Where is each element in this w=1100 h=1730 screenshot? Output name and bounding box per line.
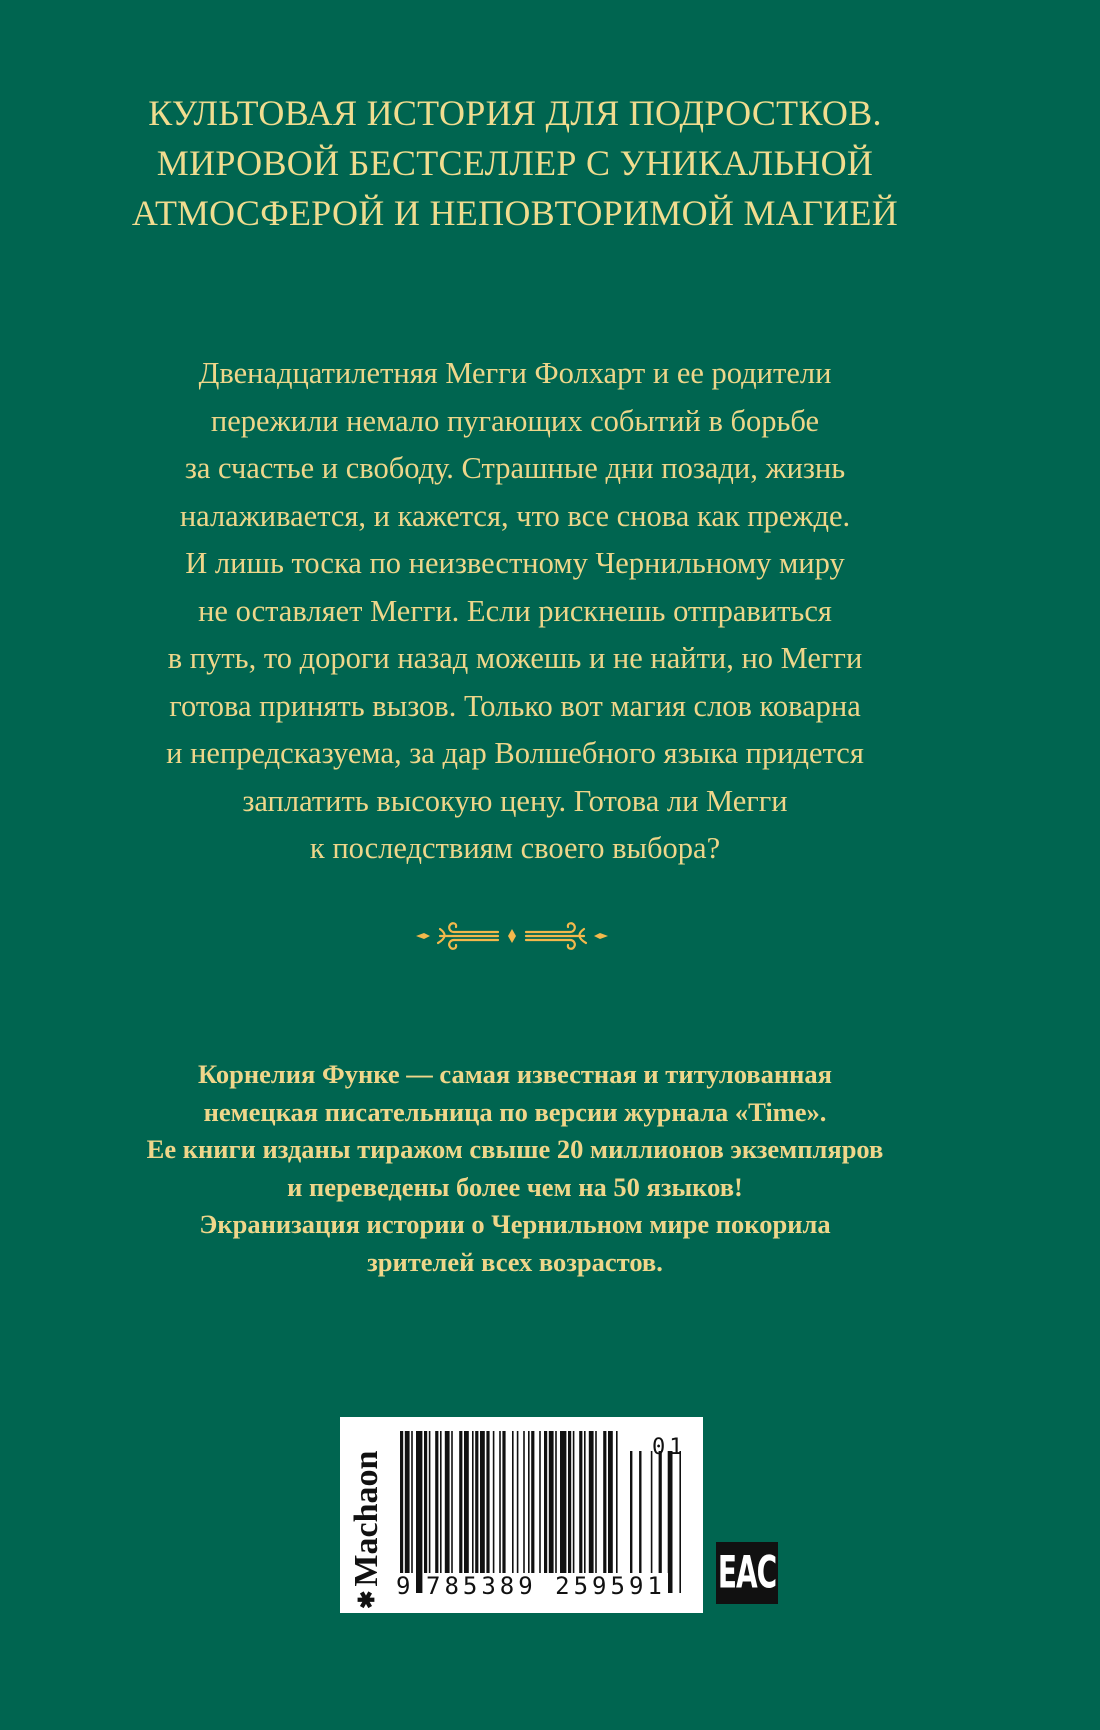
author-line: Ее книги изданы тиражом свыше 20 миллионов экземпляров	[146, 1134, 884, 1164]
author-line: Экранизация истории о Чернильном мире покорила	[199, 1209, 831, 1239]
author-line: Корнелия Функе — самая известная и титулованная	[198, 1059, 832, 1089]
publisher-logo-text: Machaon	[348, 1450, 385, 1587]
barcode-bar	[539, 1431, 541, 1593]
author-line: зрителей всех возрастов.	[367, 1246, 663, 1277]
barcode-addon-bar	[668, 1451, 673, 1593]
butterfly-icon: ✱	[354, 1590, 379, 1609]
author-line: и переведены более чем на 50 языков!	[287, 1171, 743, 1202]
blurb-line: готова принять вызов. Только вот магия слов коварна	[169, 688, 861, 723]
barcode-bar	[416, 1431, 422, 1593]
barcode-bar	[445, 1431, 450, 1593]
barcode-bar	[464, 1431, 469, 1593]
blurb-line: налаживается, и кажется, что все снова как прежде.	[179, 498, 851, 533]
barcode-bar	[475, 1431, 478, 1593]
barcode-bar	[400, 1431, 403, 1593]
barcode-bar	[451, 1431, 453, 1593]
barcode-bar	[480, 1431, 485, 1593]
barcode-bar	[517, 1431, 519, 1593]
barcode-bar	[493, 1431, 495, 1593]
barcode-bar	[560, 1431, 566, 1593]
barcode-bar	[568, 1431, 571, 1593]
isbn-first-digit: 9	[396, 1572, 415, 1600]
blurb-line: Двенадцатилетняя Мегги Фолхарт и ее родители	[198, 356, 832, 390]
isbn-digits: 785389 259591	[426, 1572, 666, 1600]
barcode-bar	[573, 1431, 575, 1593]
barcode-bar	[589, 1431, 594, 1593]
eac-certification-mark	[716, 1542, 778, 1604]
barcode-addon-digits: 01	[652, 1435, 687, 1460]
blurb-line: в путь, то дороги назад можешь и не найти, но Мегги	[167, 641, 863, 675]
barcode-bar	[608, 1431, 613, 1593]
barcode-bar	[579, 1431, 582, 1593]
barcode-bar	[502, 1431, 505, 1593]
headline-line: МИРОВОЙ БЕСТСЕЛЛЕР С УНИКАЛЬНОЙ	[156, 143, 874, 183]
barcode-bar	[549, 1431, 554, 1593]
blurb-line: и непредсказуема, за дар Волшебного языка придется	[166, 736, 864, 770]
blurb-line: пережили немало пугающих событий в борьбе	[210, 403, 820, 438]
author-bio	[0, 1056, 1030, 1281]
barcode-bar	[595, 1431, 597, 1593]
barcode-bar	[544, 1431, 547, 1593]
barcode-bar	[486, 1431, 489, 1593]
barcode-bar	[472, 1431, 474, 1593]
barcode-addon-bar	[679, 1451, 681, 1593]
barcode-bar	[523, 1431, 525, 1593]
eac-text: EAC	[717, 1545, 777, 1599]
barcode-bar	[405, 1431, 410, 1593]
author-line: немецкая писательница по версии журнала «Time».	[203, 1096, 827, 1127]
barcode-bar	[512, 1431, 514, 1593]
blurb-paragraph	[0, 350, 1030, 873]
blurb-line: заплатить высокую цену. Готова ли Мегги	[242, 783, 788, 818]
blurb-line: не оставляет Мегги. Если рискнешь отправиться	[198, 593, 832, 628]
barcode-bar	[459, 1431, 462, 1593]
barcode-bar	[528, 1431, 530, 1593]
headline-line: АТМОСФЕРОЙ И НЕПОВТОРИМОЙ МАГИЕЙ	[131, 193, 899, 233]
barcode-bar	[555, 1431, 557, 1593]
barcode-label	[340, 1417, 703, 1613]
barcode-bar	[603, 1431, 606, 1593]
barcode-bar	[424, 1431, 427, 1593]
blurb-line: к последствиям своего выбора?	[309, 831, 721, 865]
barcode-bar	[531, 1431, 534, 1593]
ornament-divider-icon	[410, 915, 614, 957]
barcode-bar	[584, 1431, 586, 1593]
headline-line: КУЛЬТОВАЯ ИСТОРИЯ ДЛЯ ПОДРОСТКОВ.	[148, 93, 882, 133]
blurb-line: за счастье и свободу. Страшные дни позади, жизнь	[184, 451, 846, 485]
barcode-bar	[440, 1431, 442, 1593]
barcode-bar	[499, 1431, 501, 1593]
blurb-line: И лишь тоска по неизвестному Чернильному миру	[185, 546, 845, 580]
publisher-logo	[348, 1425, 386, 1609]
headline	[0, 88, 1030, 238]
barcode-bar	[435, 1431, 438, 1593]
barcode-bar	[429, 1431, 431, 1593]
barcode-bar	[616, 1431, 618, 1593]
barcode-bar	[411, 1431, 413, 1593]
